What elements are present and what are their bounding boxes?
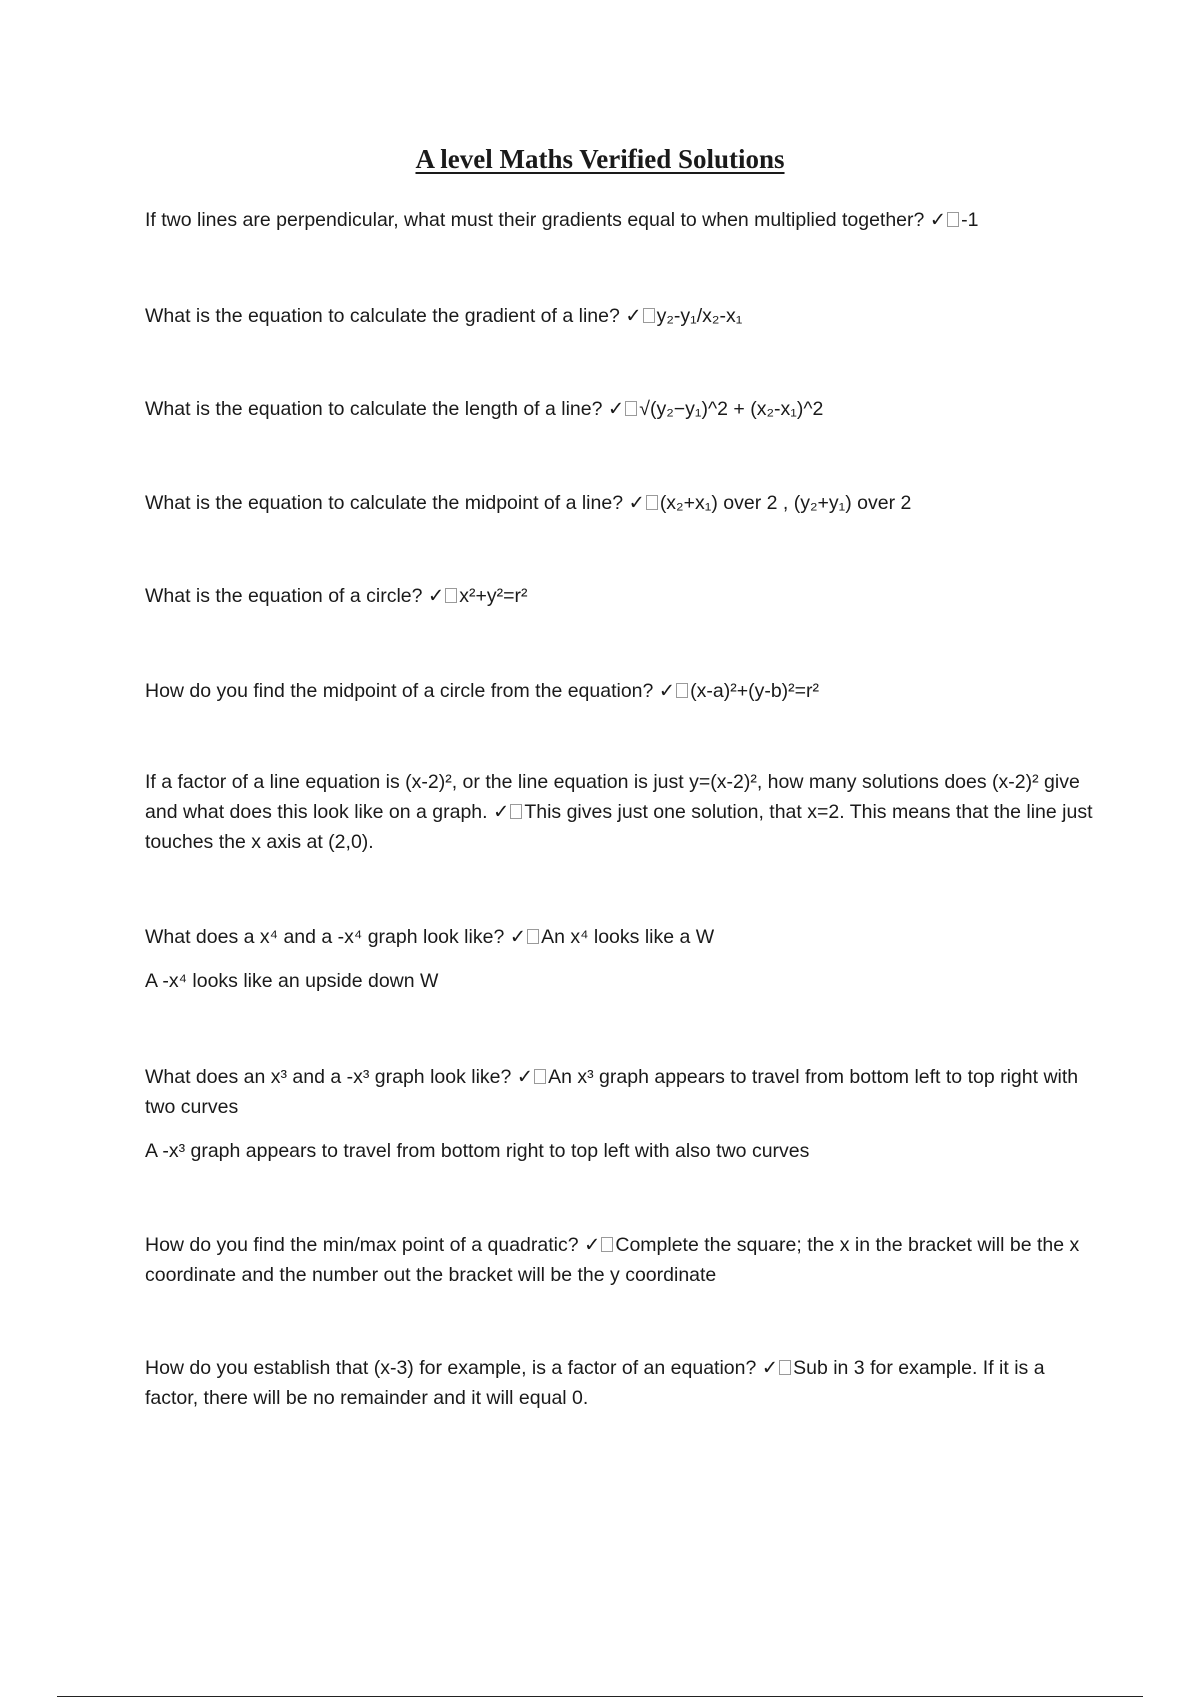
qa-item-1 <box>145 205 1095 235</box>
answer-text: Sub in 3 for example. If it is a factor, there will be no remainder and it will equal 0. <box>145 1357 1045 1409</box>
check-icon: ✓ <box>516 1066 534 1088</box>
qa-item-4 <box>145 488 1095 518</box>
answer-text: x²+y²=r² <box>459 585 528 607</box>
box-glyph-icon <box>534 1069 546 1084</box>
question-text: How do you find the midpoint of a circle from the equation? <box>145 680 654 702</box>
qa-line <box>145 581 1095 611</box>
box-glyph-icon <box>646 495 658 510</box>
box-glyph-icon <box>779 1360 791 1375</box>
check-icon: ✓ <box>929 209 947 231</box>
box-glyph-icon <box>510 804 522 819</box>
check-icon: ✓ <box>509 926 527 948</box>
qa-extra-line: A -x³ graph appears to travel from bottom right to top left with also two curves <box>145 1140 810 1162</box>
qa-item-8 <box>145 922 1095 996</box>
box-glyph-icon <box>445 588 457 603</box>
question-text: What is the equation to calculate the midpoint of a line? <box>145 492 624 514</box>
check-icon: ✓ <box>761 1357 779 1379</box>
answer-text: An x³ graph appears to travel from bottom left to top right with two curves <box>145 1066 1079 1118</box>
question-text: What is the equation to calculate the gradient of a line? <box>145 305 620 327</box>
answer-text: This gives just one solution, that x=2. This means that the line just touches the x axis at (2,0). <box>145 801 1093 853</box>
check-icon: ✓ <box>625 305 642 327</box>
question-text: How do you find the min/max point of a quadratic? <box>145 1234 579 1256</box>
qa-item-9 <box>145 1062 1095 1166</box>
qa-item-11 <box>145 1353 1095 1413</box>
check-icon: ✓ <box>628 492 645 514</box>
question-text: If a factor of a line equation is (x-2)², or the line equation is just y=(x-2)², how many solutions does (x-2)² give and what does this look like on a graph. <box>145 771 1080 823</box>
box-glyph-icon <box>947 212 959 227</box>
qa-line <box>145 1230 1095 1290</box>
answer-text: (x₂+x₁) over 2 , (y₂+y₁) over 2 <box>659 492 912 514</box>
box-glyph-icon <box>601 1237 613 1252</box>
question-text: What is the equation of a circle? <box>145 585 423 607</box>
answer-text: √(y₂−y₁)^2 + (x₂-x₁)^2 <box>639 398 824 420</box>
qa-item-10 <box>145 1230 1095 1290</box>
box-glyph-icon <box>527 929 539 944</box>
qa-item-6 <box>145 676 1095 706</box>
check-icon: ✓ <box>607 398 625 420</box>
box-glyph-icon <box>643 308 655 323</box>
footer-divider <box>57 1696 1143 1697</box>
qa-line <box>145 301 1095 331</box>
question-text: What does a x⁴ and a -x⁴ graph look like? <box>145 926 505 948</box>
qa-item-7 <box>145 767 1095 857</box>
qa-line <box>145 205 1095 235</box>
qa-line <box>145 1062 1095 1122</box>
box-glyph-icon <box>625 401 637 416</box>
qa-item-2 <box>145 301 1095 331</box>
check-icon: ✓ <box>584 1234 601 1256</box>
qa-line <box>145 676 1095 706</box>
qa-extra-line: A -x⁴ looks like an upside down W <box>145 970 439 992</box>
answer-text: y₂-y₁/x₂-x₁ <box>656 305 743 327</box>
qa-line <box>145 922 1095 952</box>
check-icon: ✓ <box>658 680 676 702</box>
check-icon: ✓ <box>427 585 445 607</box>
answer-text: Complete the square; the x in the bracket will be the x coordinate and the number out the bracket will be the y coordinate <box>145 1234 1080 1286</box>
qa-line <box>145 488 1095 518</box>
question-text: What does an x³ and a -x³ graph look like? <box>145 1066 512 1088</box>
question-text: If two lines are perpendicular, what must their gradients equal to when multiplied together? <box>145 209 925 231</box>
check-icon: ✓ <box>492 801 510 823</box>
qa-line <box>145 394 1095 424</box>
qa-line <box>145 1353 1095 1413</box>
answer-text: An x⁴ looks like a W <box>541 926 715 948</box>
box-glyph-icon <box>676 683 688 698</box>
qa-line <box>145 767 1095 857</box>
qa-item-5 <box>145 581 1095 611</box>
qa-item-3 <box>145 394 1095 424</box>
answer-text: (x-a)²+(y-b)²=r² <box>690 680 820 702</box>
question-text: How do you establish that (x-3) for example, is a factor of an equation? <box>145 1357 757 1379</box>
answer-text: -1 <box>961 209 979 231</box>
document-title: A level Maths Verified Solutions <box>415 144 785 174</box>
question-text: What is the equation to calculate the length of a line? <box>145 398 603 420</box>
